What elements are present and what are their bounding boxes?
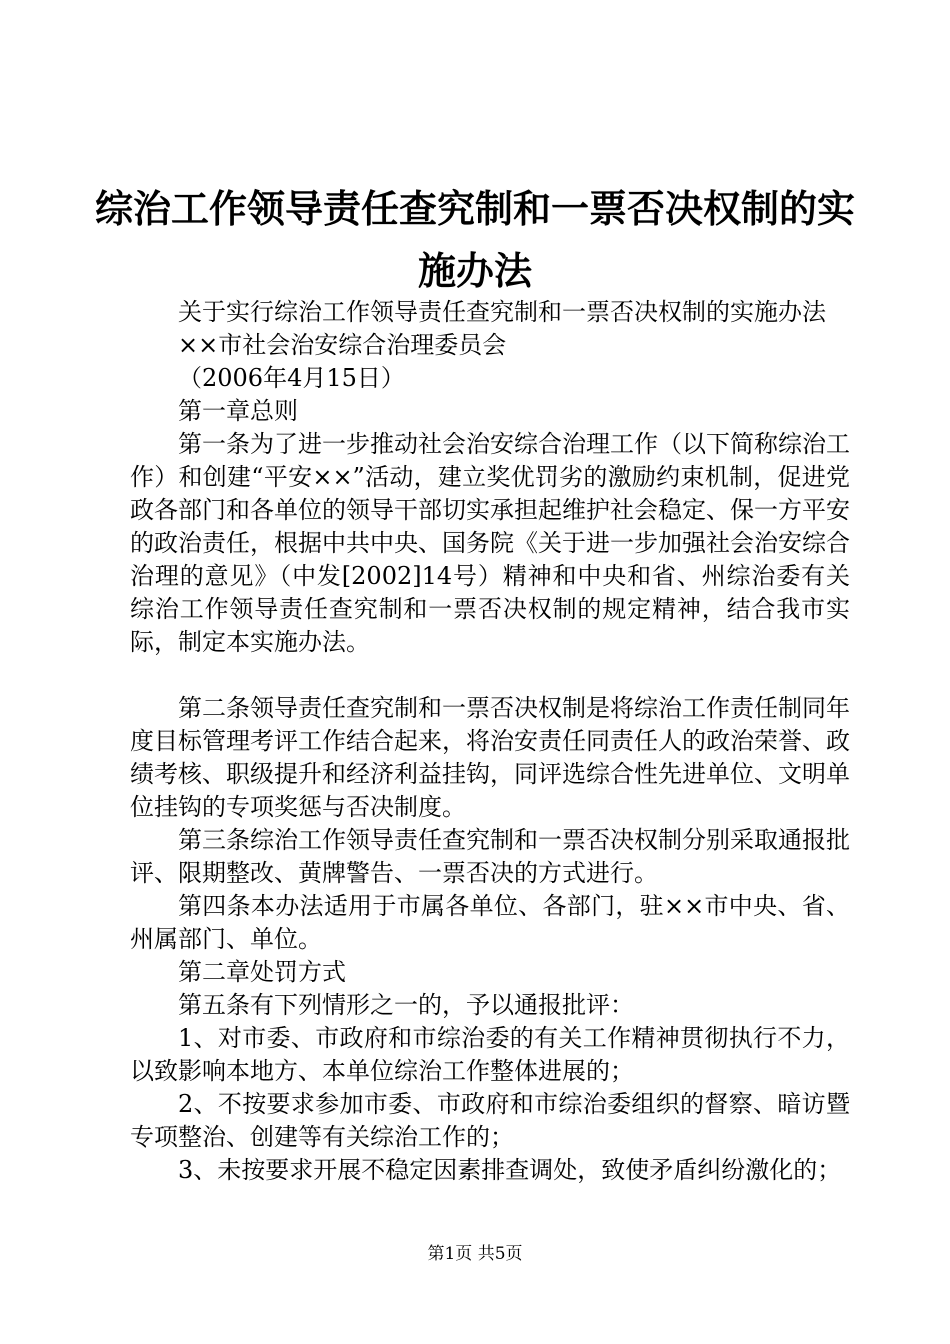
article-paragraph: 第三条综治工作领导责任查究制和一票否决权制分别采取通报批评、限期整改、黄牌警告、一票否决的方式进行。: [130, 826, 850, 887]
article-paragraph: 第一条为了进一步推动社会治安综合治理工作（以下简称综治工作）和创建“平安××”活动，建立奖优罚劣的激励约束机制，促进党政各部门和各单位的领导干部切实承担起维护社会稳定、保一方平安的政治责任，根据中共中央、国务院《关于进一步加强社会治安综合治理的意见》（中发[2002]14号）精神和中央和省、州综治委有关综治工作领导责任查究制和一票否决权制的规定精神，结合我市实际，制定本实施办法。: [130, 430, 850, 656]
chapter-heading: 第二章处罚方式: [178, 958, 346, 986]
paragraph-issuer: ××市社会治安综合治理委员会: [178, 331, 507, 359]
list-item: 1、对市委、市政府和市综治委的有关工作精神贯彻执行不力，以致影响本地方、本单位综治工作整体进展的；: [130, 1024, 850, 1085]
paragraph-subtitle: 关于实行综治工作领导责任查究制和一票否决权制的实施办法: [178, 298, 826, 326]
chapter-heading: 第一章总则: [178, 397, 298, 425]
page-title: 综治工作领导责任查究制和一票否决权制的实施办法: [94, 186, 855, 293]
list-item: 3、未按要求开展不稳定因素排查调处，致使矛盾纠纷激化的；: [178, 1156, 842, 1184]
list-item: 2、不按要求参加市委、市政府和市综治委组织的督察、暗访暨专项整治、创建等有关综治工作的；: [130, 1090, 850, 1151]
article-paragraph: 第二条领导责任查究制和一票否决权制是将综治工作责任制同年度目标管理考评工作结合起来，将治安责任同责任人的政治荣誉、政绩考核、职级提升和经济利益挂钩，同评选综合性先进单位、文明单位挂钩的专项奖惩与否决制度。: [130, 694, 850, 821]
document-body: [130, 296, 850, 1187]
article-paragraph: 第四条本办法适用于市属各单位、各部门，驻××市中央、省、州属部门、单位。: [130, 892, 850, 953]
article-paragraph: 第五条有下列情形之一的，予以通报批评：: [178, 991, 634, 1019]
page-number-footer: 第1页 共5页: [427, 1244, 523, 1264]
paragraph-date: （2006年4月15日）: [178, 364, 405, 392]
